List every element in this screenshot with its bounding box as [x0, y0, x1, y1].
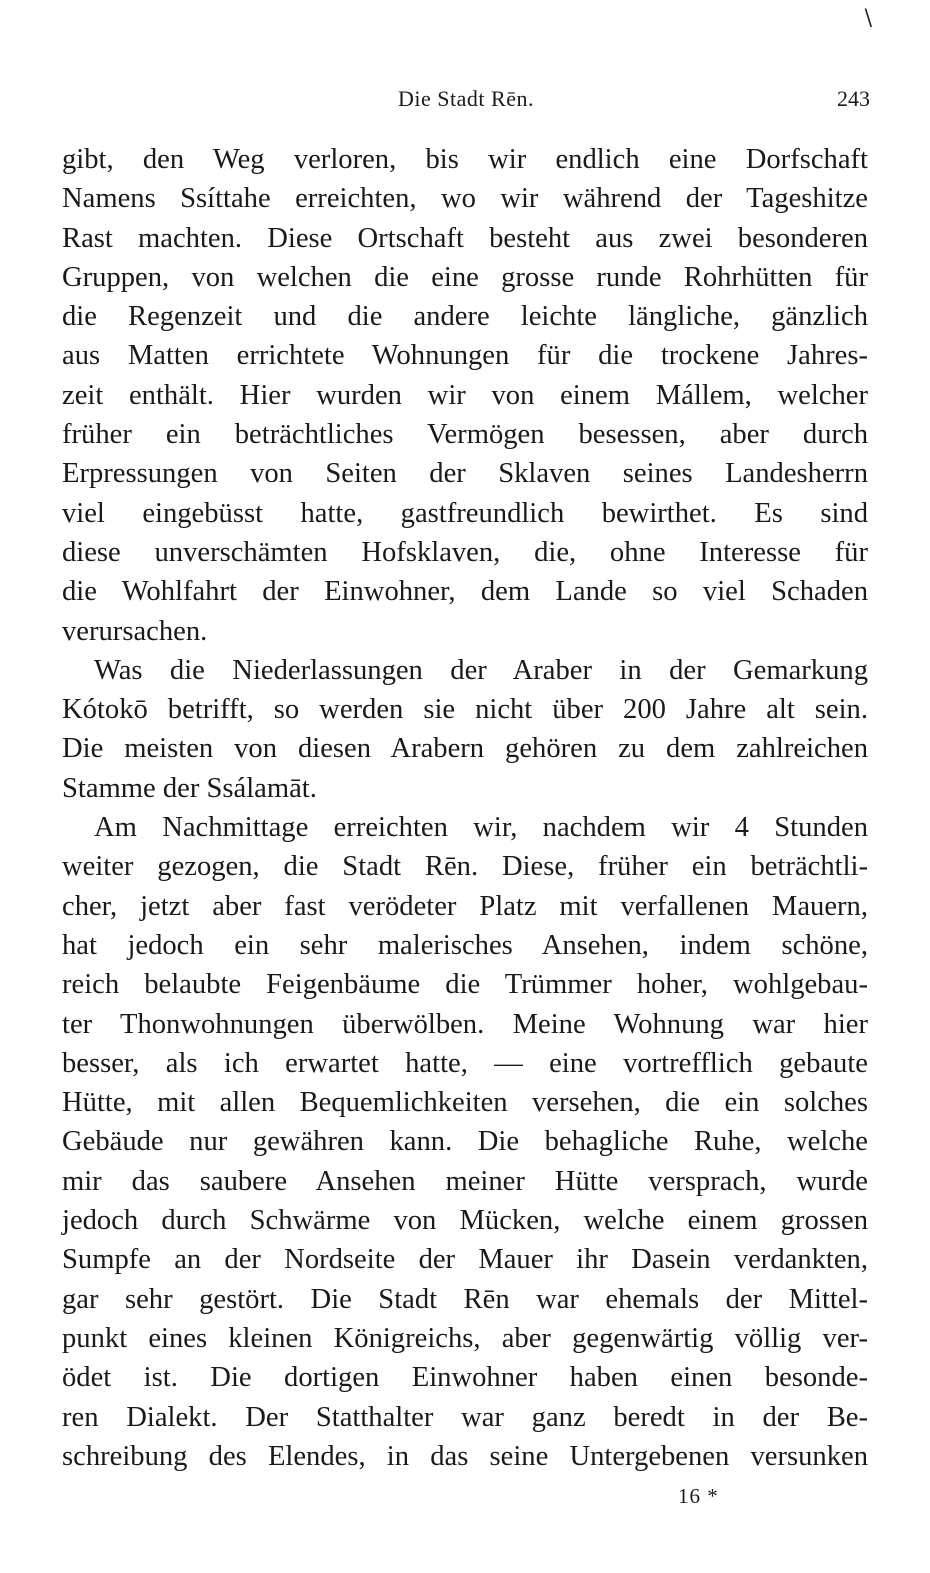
- text-line: Am Nachmittage erreichten wir, nachdem wir 4 Stunden: [94, 812, 868, 844]
- text-line: jedoch durch Schwärme von Mücken, welche einem grossen: [62, 1205, 868, 1237]
- running-title: Die Stadt Rēn.: [398, 86, 534, 111]
- body-text: [62, 140, 868, 1476]
- text-line: diese unverschämten Hofsklaven, die, ohne Interesse für: [62, 536, 868, 568]
- corner-mark: \: [864, 6, 872, 31]
- text-line: punkt eines kleinen Königreichs, aber gegenwärtig völlig ver-: [62, 1322, 868, 1354]
- text-line: besser, als ich erwartet hatte, — eine vortrefflich gebaute: [62, 1047, 868, 1079]
- text-line: Gebäude nur gewähren kann. Die behagliche Ruhe, welche: [62, 1126, 868, 1158]
- page-number: 243: [837, 86, 870, 111]
- signature-mark: 16 *: [678, 1484, 719, 1508]
- text-line: Namens Ssíttahe erreichten, wo wir während der Tageshitze: [62, 183, 868, 215]
- text-line: gibt, den Weg verloren, bis wir endlich eine Dorfschaft: [62, 144, 868, 175]
- text-line: Erpressungen von Seiten der Sklaven seines Landesherrn: [62, 458, 868, 490]
- text-line: ödet ist. Die dortigen Einwohner haben einen besonde-: [62, 1362, 868, 1394]
- text-line: die Wohlfahrt der Einwohner, dem Lande so viel Schaden: [62, 576, 868, 608]
- text-line: ren Dialekt. Der Statthalter war ganz beredt in der Be-: [62, 1401, 868, 1433]
- text-line: weiter gezogen, die Stadt Rēn. Diese, früher ein beträchtli-: [62, 851, 868, 883]
- text-line: zeit enthält. Hier wurden wir von einem Mállem, welcher: [62, 379, 868, 411]
- text-line: Die meisten von diesen Arabern gehören zu dem zahlreichen: [62, 733, 868, 765]
- text-line: schreibung des Elendes, in das seine Untergebenen versunken: [62, 1440, 868, 1472]
- text-line: die Regenzeit und die andere leichte längliche, gänzlich: [62, 301, 868, 333]
- text-line: Sumpfe an der Nordseite der Mauer ihr Dasein verdankten,: [62, 1244, 868, 1276]
- text-line: gar sehr gestört. Die Stadt Rēn war ehemals der Mittel-: [62, 1283, 868, 1315]
- text-line: verursachen.: [62, 615, 208, 647]
- page-header: [62, 86, 870, 118]
- text-line: cher, jetzt aber fast verödeter Platz mit verfallenen Mauern,: [62, 890, 868, 922]
- text-line: hat jedoch ein sehr malerisches Ansehen, indem schöne,: [62, 929, 868, 961]
- text-line: mir das saubere Ansehen meiner Hütte versprach, wurde: [62, 1165, 868, 1197]
- text-line: aus Matten errichtete Wohnungen für die trockene Jahres-: [62, 340, 868, 372]
- text-line: Kótokō betrifft, so werden sie nicht über 200 Jahre alt sein.: [62, 694, 868, 726]
- text-line: früher ein beträchtliches Vermögen besessen, aber durch: [62, 419, 868, 451]
- text-line: reich belaubte Feigenbäume die Trümmer hoher, wohlgebau-: [62, 969, 868, 1001]
- text-line: viel eingebüsst hatte, gastfreundlich bewirthet. Es sind: [62, 497, 868, 529]
- text-line: ter Thonwohnungen überwölben. Meine Wohnung war hier: [62, 1008, 868, 1040]
- text-line: Hütte, mit allen Bequemlichkeiten versehen, die ein solches: [62, 1087, 868, 1119]
- text-line: Was die Niederlassungen der Araber in der Gemarkung: [94, 654, 868, 686]
- text-line: Stamme der Ssálamāt.: [62, 772, 317, 804]
- text-line: Gruppen, von welchen die eine grosse runde Rohrhütten für: [62, 261, 868, 293]
- text-line: Rast machten. Diese Ortschaft besteht aus zwei besonderen: [62, 222, 868, 254]
